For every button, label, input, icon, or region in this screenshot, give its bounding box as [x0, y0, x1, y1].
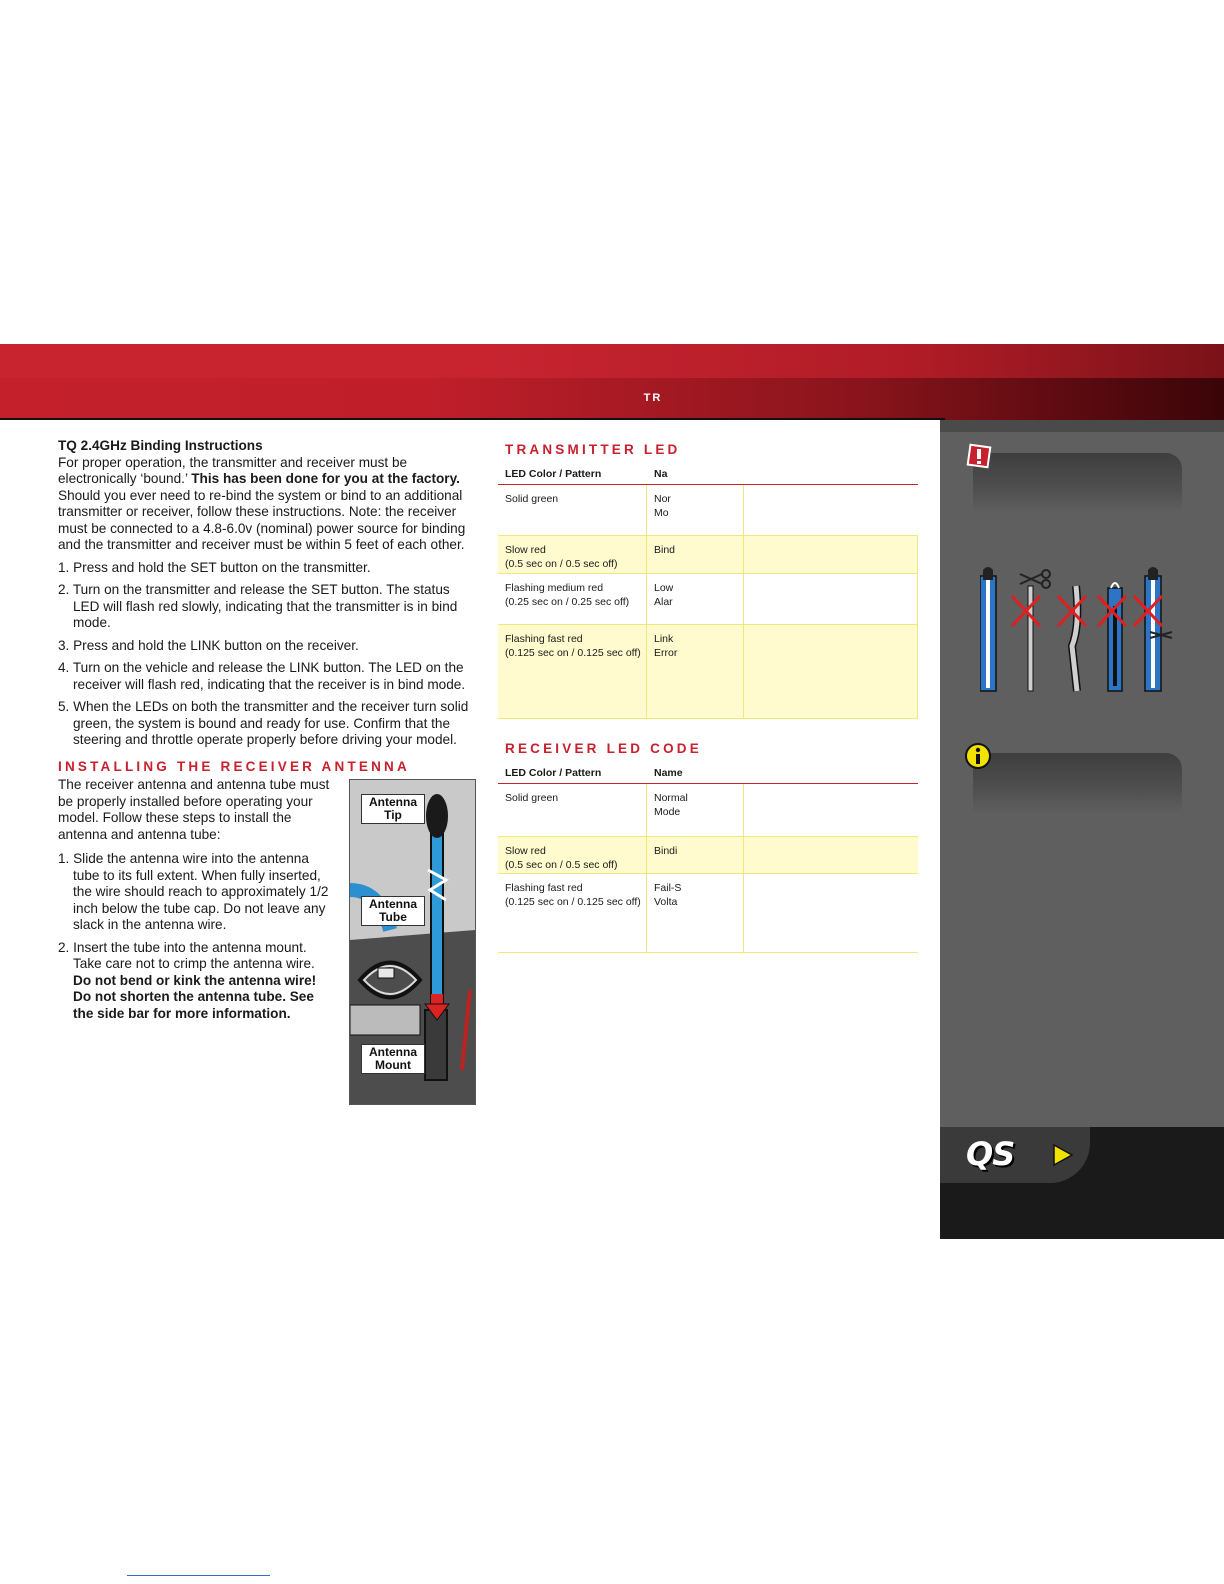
- antenna-mount-label: Antenna Mount: [361, 1044, 425, 1074]
- footnote-rule: [127, 1575, 270, 1576]
- led-name: Bindi: [654, 845, 678, 857]
- led-name: Fail-S Volta: [654, 882, 682, 908]
- receiver-led-title: RECEIVER LED CODE: [505, 741, 702, 756]
- led-pattern: Slow red (0.5 sec on / 0.5 sec off): [505, 845, 618, 871]
- transmitter-led-header: [498, 462, 918, 485]
- header-divider: [0, 418, 945, 420]
- play-arrow-icon: [1052, 1143, 1074, 1167]
- antenna-step2-bold: Do not bend or kink the antenna wire! Do not shorten the antenna tube. See the side bar for more information.: [73, 972, 317, 1021]
- info-box: [973, 753, 1182, 813]
- table-row: [498, 536, 918, 574]
- led-name: Link Error: [654, 633, 678, 659]
- antenna-step2-plain: 2. Insert the tube into the antenna mount. Take care not to crimp the antenna wire.: [58, 939, 315, 971]
- table-row: [498, 625, 918, 719]
- header-band: [0, 344, 1224, 420]
- antenna-dos-donts-drawing: [980, 566, 1180, 696]
- binding-step: 1. Press and hold the SET button on the transmitter.: [58, 559, 371, 575]
- col-name: Na: [654, 468, 668, 480]
- antenna-tip-label: Antenna Tip: [361, 794, 425, 824]
- antenna-illustration: [349, 779, 476, 1105]
- warning-box: [973, 453, 1182, 513]
- column-divider: [646, 784, 647, 952]
- binding-intro-part2: Should you ever need to re-bind the system or bind to an additional transmitter or receiver, follow these instructions. Note: the receiver must be connected to a 4.8-6.0v (nominal) power source for binding and the transmitter and receiver must be within 5 feet of each other.: [58, 487, 466, 552]
- antenna-steps: [58, 851, 333, 1022]
- led-pattern: Flashing fast red (0.125 sec on / 0.125 sec off): [505, 633, 641, 659]
- antenna-heading: INSTALLING THE RECEIVER ANTENNA: [58, 758, 410, 774]
- antenna-tube-label: Antenna Tube: [361, 896, 425, 926]
- transmitter-led-title: TRANSMITTER LED: [505, 442, 681, 457]
- led-name: Bind: [654, 544, 676, 556]
- led-pattern: Flashing fast red (0.125 sec on / 0.125 sec off): [505, 882, 641, 908]
- col-led-pattern: LED Color / Pattern: [505, 468, 602, 480]
- led-name: Nor Mo: [654, 493, 671, 519]
- info-icon: [964, 742, 992, 770]
- binding-step: 2. Turn on the transmitter and release the SET button. The status LED will flash red slowly, indicating that the transmitter is in bind mode.: [58, 582, 458, 630]
- receiver-led-header: [498, 761, 918, 784]
- col-name: Name: [654, 767, 683, 779]
- table-row: [498, 837, 918, 874]
- column-divider: [646, 485, 647, 718]
- sidebar: [940, 420, 1224, 1239]
- column-divider: [743, 784, 744, 952]
- binding-step: 3. Press and hold the LINK button on the receiver.: [58, 637, 359, 653]
- antenna-intro: The receiver antenna and antenna tube must be properly installed before operating your model. Follow these steps to install the antenna and antenna tube:: [58, 777, 330, 842]
- binding-steps: [58, 560, 478, 749]
- antenna-step: [58, 940, 333, 1023]
- led-name: Normal Mode: [654, 792, 688, 818]
- antenna-text: [58, 777, 333, 1022]
- header-top-strip: [0, 344, 1224, 378]
- led-pattern: Solid green: [505, 792, 559, 804]
- qs-logo: QS: [966, 1135, 1015, 1173]
- binding-intro: [58, 455, 478, 554]
- binding-step: 4. Turn on the vehicle and release the LINK button. The LED on the receiver will flash red, indicating that the receiver is in bind mode.: [58, 660, 466, 692]
- antenna-step: 1. Slide the antenna wire into the antenna tube to its full extent. When fully inserted, the wire should reach to approximately 1/2 inch below the tube cap. Do not leave any slack in the antenna wire.: [58, 851, 329, 932]
- led-name: Low Alar: [654, 582, 674, 608]
- column-divider: [917, 536, 918, 718]
- binding-step: 5. When the LEDs on both the transmitter and the receiver turn solid green, the system is bound and ready for use. Confirm that the steering and throttle operate properly before driving your model.: [58, 699, 469, 747]
- warning-icon: [966, 443, 992, 469]
- header-label: TR: [643, 392, 663, 404]
- column-divider: [743, 485, 744, 718]
- table-row: [498, 485, 918, 536]
- table-row: [498, 784, 918, 837]
- binding-intro-part1: For proper operation, the transmitter and receiver must be electronically ‘bound.’: [58, 454, 408, 486]
- led-pattern: Slow red (0.5 sec on / 0.5 sec off): [505, 544, 618, 570]
- binding-title: TQ 2.4GHz Binding Instructions: [58, 438, 263, 453]
- led-pattern: Solid green: [505, 493, 559, 505]
- table-row: [498, 874, 918, 953]
- sidebar-footer: [940, 1127, 1224, 1239]
- binding-intro-bold: This has been done for you at the factory.: [191, 471, 460, 486]
- col-led-pattern: LED Color / Pattern: [505, 767, 602, 779]
- led-pattern: Flashing medium red (0.25 sec on / 0.25 sec off): [505, 582, 630, 608]
- table-row: [498, 574, 918, 625]
- sidebar-top-edge: [940, 420, 1224, 432]
